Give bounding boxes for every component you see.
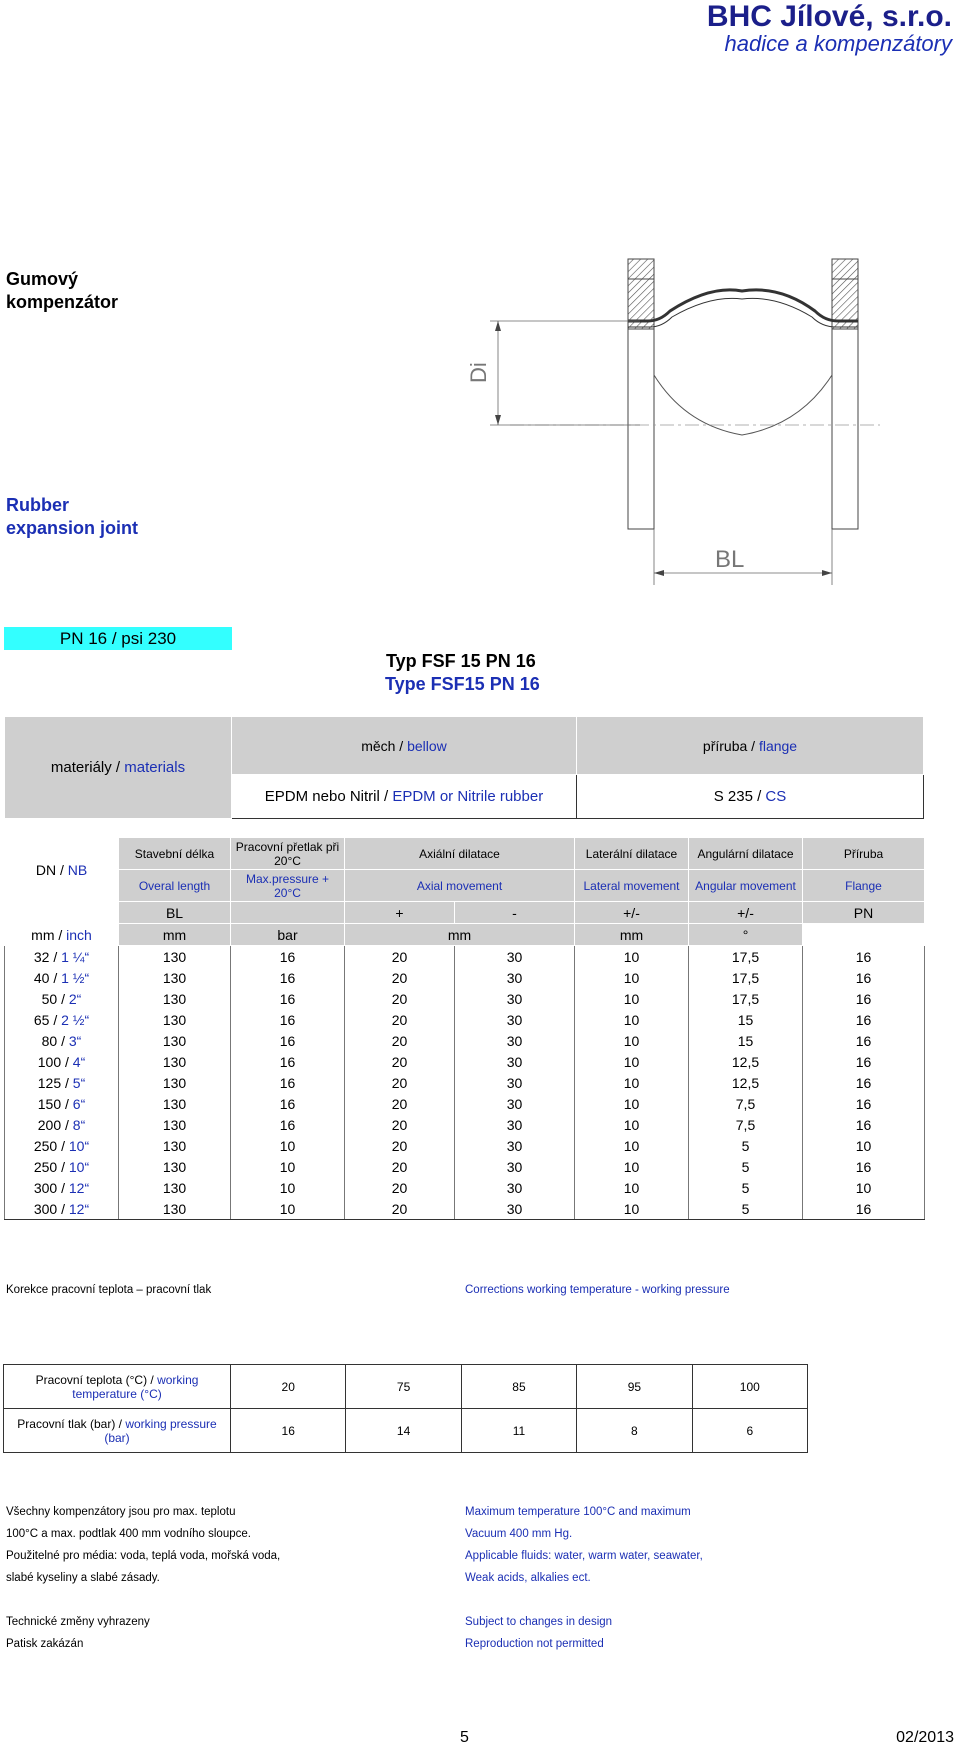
expansion-joint-drawing	[466, 255, 880, 595]
axial-minus-cell: 30	[455, 967, 575, 988]
table-row	[5, 1051, 925, 1072]
legal-line: Reproduction not permitted	[465, 1638, 604, 1650]
axial-plus-cell: 20	[345, 967, 455, 988]
axial-minus-cell: 30	[455, 946, 575, 968]
corrections-label-en: Corrections working temperature - working pressure	[465, 1284, 730, 1296]
flange-pn-cell: 16	[803, 1198, 925, 1220]
axial-plus-cell: 20	[345, 1009, 455, 1030]
axial-plus-cell: 20	[345, 1177, 455, 1198]
table-row	[5, 967, 925, 988]
axial-plus-cell: 20	[345, 1135, 455, 1156]
company-header	[707, 2, 952, 56]
dn-cell: 300 / 12“	[5, 1177, 119, 1198]
bellow-header: měch / bellow	[232, 717, 577, 775]
angular-cell: 7,5	[689, 1114, 803, 1135]
axial-plus-cell: 20	[345, 988, 455, 1009]
pressure-cell: 16	[231, 1051, 345, 1072]
axial-minus-cell: 30	[455, 1030, 575, 1051]
table-row	[5, 1135, 925, 1156]
pressure-cell: 16	[231, 988, 345, 1009]
length-cell: 130	[119, 967, 231, 988]
pressure-cell: 16	[231, 1030, 345, 1051]
flange-material: S 235 / CS	[577, 775, 924, 819]
dn-cell: 32 / 1 ¼“	[5, 946, 119, 968]
axial-minus-cell: 30	[455, 1198, 575, 1220]
axial-plus-cell: 20	[345, 1198, 455, 1220]
table-row	[5, 946, 925, 968]
temp-value: 75	[346, 1365, 461, 1409]
note-line: 100°C a max. podtlak 400 mm vodního sloupce.	[6, 1528, 251, 1540]
table-row	[5, 1156, 925, 1177]
note-line: Applicable fluids: water, warm water, seawater,	[465, 1550, 703, 1562]
flange-pn-cell: 16	[803, 946, 925, 968]
unit-dn: mm / inch	[5, 924, 119, 946]
pressure-cell: 10	[231, 1156, 345, 1177]
corrections-table	[3, 1364, 808, 1453]
table-row	[5, 1072, 925, 1093]
axial-minus-cell: 30	[455, 1114, 575, 1135]
dn-cell: 100 / 4“	[5, 1051, 119, 1072]
unit-pressure: bar	[231, 924, 345, 946]
temp-value: 100	[692, 1365, 807, 1409]
lateral-cell: 10	[575, 967, 689, 988]
dn-cell: 250 / 10“	[5, 1135, 119, 1156]
length-header-cz: Stavební délka	[119, 838, 231, 870]
pressure-cell: 16	[231, 946, 345, 968]
sym-bl: BL	[119, 902, 231, 924]
table-row	[5, 1114, 925, 1135]
title-en-line2: expansion joint	[6, 518, 139, 538]
angular-cell: 17,5	[689, 946, 803, 968]
lateral-cell: 10	[575, 1198, 689, 1220]
temp-label: Pracovní teplota (°C) / working temperature (°C)	[4, 1365, 231, 1409]
pressure-value: 14	[346, 1409, 461, 1453]
length-cell: 130	[119, 1030, 231, 1051]
axial-plus-cell: 20	[345, 1051, 455, 1072]
legal-cz	[6, 1611, 150, 1655]
lateral-cell: 10	[575, 988, 689, 1009]
angular-header-en: Angular movement	[689, 870, 803, 902]
axial-minus-cell: 30	[455, 1093, 575, 1114]
product-title-cz	[6, 268, 118, 314]
temp-value: 95	[577, 1365, 692, 1409]
dn-header: DN / NB	[5, 838, 119, 902]
table-row	[5, 1009, 925, 1030]
length-cell: 130	[119, 946, 231, 968]
note-line: Vacuum 400 mm Hg.	[465, 1528, 573, 1540]
dn-cell: 200 / 8“	[5, 1114, 119, 1135]
unit-axial: mm	[345, 924, 575, 946]
sym-lateral: +/-	[575, 902, 689, 924]
flange-pn-cell: 16	[803, 1051, 925, 1072]
flange-pn-cell: 16	[803, 967, 925, 988]
length-header-en: Overal length	[119, 870, 231, 902]
unit-length: mm	[119, 924, 231, 946]
unit-lateral: mm	[575, 924, 689, 946]
length-cell: 130	[119, 1051, 231, 1072]
lateral-cell: 10	[575, 1009, 689, 1030]
unit-angular: °	[689, 924, 803, 946]
table-row	[5, 1093, 925, 1114]
bl-label: BL	[715, 546, 745, 573]
page-number: 5	[460, 1729, 469, 1746]
note-line: Všechny kompenzátory jsou pro max. teplotu	[6, 1506, 236, 1518]
lateral-cell: 10	[575, 1051, 689, 1072]
type-title-en: Type FSF15 PN 16	[385, 674, 540, 694]
flange-pn-cell: 16	[803, 1072, 925, 1093]
lateral-cell: 10	[575, 1093, 689, 1114]
axial-header-en: Axial movement	[345, 870, 575, 902]
length-cell: 130	[119, 1114, 231, 1135]
flange-header: příruba / flange	[577, 717, 924, 775]
sym-angular: +/-	[689, 902, 803, 924]
lateral-cell: 10	[575, 1072, 689, 1093]
flange-pn-cell: 16	[803, 1156, 925, 1177]
pressure-cell: 16	[231, 1093, 345, 1114]
title-en-line1: Rubber	[6, 495, 69, 515]
pressure-value: 6	[692, 1409, 807, 1453]
lateral-cell: 10	[575, 1135, 689, 1156]
sym-plus: +	[345, 902, 455, 924]
pressure-cell: 10	[231, 1177, 345, 1198]
note-line: Maximum temperature 100°C and maximum	[465, 1506, 691, 1518]
note-line: Weak acids, alkalies ect.	[465, 1572, 591, 1584]
angular-header-cz: Angulární dilatace	[689, 838, 803, 870]
legal-line: Patisk zakázán	[6, 1638, 84, 1650]
dn-cell: 250 / 10“	[5, 1156, 119, 1177]
pressure-cell: 10	[231, 1198, 345, 1220]
flange-header-cz: Příruba	[803, 838, 925, 870]
axial-minus-cell: 30	[455, 1156, 575, 1177]
materials-table	[4, 716, 924, 819]
angular-cell: 5	[689, 1177, 803, 1198]
angular-cell: 5	[689, 1156, 803, 1177]
axial-plus-cell: 20	[345, 946, 455, 968]
flange-pn-cell: 16	[803, 1030, 925, 1051]
length-cell: 130	[119, 988, 231, 1009]
flange-pn-cell: 10	[803, 1177, 925, 1198]
lateral-header-en: Lateral movement	[575, 870, 689, 902]
legal-line: Technické změny vyhrazeny	[6, 1616, 150, 1628]
company-name: BHC Jílové, s.r.o.	[706, 0, 952, 33]
pn-badge: PN 16 / psi 230	[4, 627, 232, 650]
temp-value: 20	[231, 1365, 346, 1409]
pressure-value: 11	[461, 1409, 576, 1453]
table-row	[5, 988, 925, 1009]
angular-cell: 15	[689, 1009, 803, 1030]
note-line: slabé kyseliny a slabé zásady.	[6, 1572, 160, 1584]
angular-cell: 7,5	[689, 1093, 803, 1114]
pressure-cell: 16	[231, 1114, 345, 1135]
flange-pn-cell: 10	[803, 1135, 925, 1156]
length-cell: 130	[119, 1198, 231, 1220]
title-cz-line1: Gumový	[6, 269, 79, 289]
length-cell: 130	[119, 1009, 231, 1030]
table-row	[5, 1177, 925, 1198]
dn-cell: 80 / 3“	[5, 1030, 119, 1051]
axial-plus-cell: 20	[345, 1114, 455, 1135]
di-label: Di	[466, 362, 491, 383]
axial-header-cz: Axiální dilatace	[345, 838, 575, 870]
angular-cell: 15	[689, 1030, 803, 1051]
note-line: Použitelné pro média: voda, teplá voda, mořská voda,	[6, 1550, 281, 1562]
pressure-cell: 16	[231, 1009, 345, 1030]
temp-value: 85	[461, 1365, 576, 1409]
sym-minus: -	[455, 902, 575, 924]
lateral-cell: 10	[575, 1156, 689, 1177]
angular-cell: 5	[689, 1198, 803, 1220]
company-subtitle: hadice a kompenzátory	[724, 31, 952, 56]
axial-plus-cell: 20	[345, 1156, 455, 1177]
pressure-header-cz: Pracovní přetlak při 20°C	[231, 838, 345, 870]
length-cell: 130	[119, 1156, 231, 1177]
type-title-cz: Typ FSF 15 PN 16	[386, 651, 536, 671]
pressure-value: 8	[577, 1409, 692, 1453]
axial-minus-cell: 30	[455, 1051, 575, 1072]
flange-pn-cell: 16	[803, 1093, 925, 1114]
axial-plus-cell: 20	[345, 1072, 455, 1093]
table-row	[5, 1198, 925, 1220]
legal-en	[465, 1611, 612, 1655]
length-cell: 130	[119, 1135, 231, 1156]
table-row	[5, 1030, 925, 1051]
angular-cell: 17,5	[689, 967, 803, 988]
flange-pn-cell: 16	[803, 1009, 925, 1030]
dn-cell: 300 / 12“	[5, 1198, 119, 1220]
pressure-value: 16	[231, 1409, 346, 1453]
angular-cell: 12,5	[689, 1072, 803, 1093]
axial-minus-cell: 30	[455, 988, 575, 1009]
flange-pn-cell: 16	[803, 988, 925, 1009]
dn-cell: 65 / 2 ½“	[5, 1009, 119, 1030]
angular-cell: 12,5	[689, 1051, 803, 1072]
length-cell: 130	[119, 1177, 231, 1198]
pressure-label: Pracovní tlak (bar) / working pressure (bar)	[4, 1409, 231, 1453]
axial-minus-cell: 30	[455, 1177, 575, 1198]
length-cell: 130	[119, 1072, 231, 1093]
pressure-cell: 10	[231, 1135, 345, 1156]
axial-minus-cell: 30	[455, 1009, 575, 1030]
product-title-en	[6, 494, 138, 540]
axial-minus-cell: 30	[455, 1072, 575, 1093]
bellow-material: EPDM nebo Nitril / EPDM or Nitrile rubber	[232, 775, 577, 819]
notes-en	[465, 1501, 703, 1589]
lateral-cell: 10	[575, 1114, 689, 1135]
dn-cell: 150 / 6“	[5, 1093, 119, 1114]
legal-line: Subject to changes in design	[465, 1616, 613, 1628]
length-cell: 130	[119, 1093, 231, 1114]
pressure-cell: 16	[231, 1072, 345, 1093]
lateral-cell: 10	[575, 1030, 689, 1051]
corrections-label-cz: Korekce pracovní teplota – pracovní tlak	[6, 1284, 212, 1296]
notes-cz	[6, 1501, 280, 1589]
lateral-cell: 10	[575, 1177, 689, 1198]
materials-label: materiály / materials	[5, 717, 232, 819]
flange-header-en: Flange	[803, 870, 925, 902]
pressure-header-en: Max.pressure + 20°C	[231, 870, 345, 902]
axial-plus-cell: 20	[345, 1093, 455, 1114]
sym-pn: PN	[803, 902, 925, 924]
lateral-cell: 10	[575, 946, 689, 968]
document-date: 02/2013	[896, 1729, 954, 1746]
title-cz-line2: kompenzátor	[6, 292, 119, 312]
dimensions-table	[4, 837, 925, 1220]
flange-pn-cell: 16	[803, 1114, 925, 1135]
angular-cell: 5	[689, 1135, 803, 1156]
axial-plus-cell: 20	[345, 1030, 455, 1051]
dn-cell: 125 / 5“	[5, 1072, 119, 1093]
pressure-cell: 16	[231, 967, 345, 988]
dn-cell: 40 / 1 ½“	[5, 967, 119, 988]
dn-cell: 50 / 2“	[5, 988, 119, 1009]
axial-minus-cell: 30	[455, 1135, 575, 1156]
angular-cell: 17,5	[689, 988, 803, 1009]
lateral-header-cz: Laterální dilatace	[575, 838, 689, 870]
